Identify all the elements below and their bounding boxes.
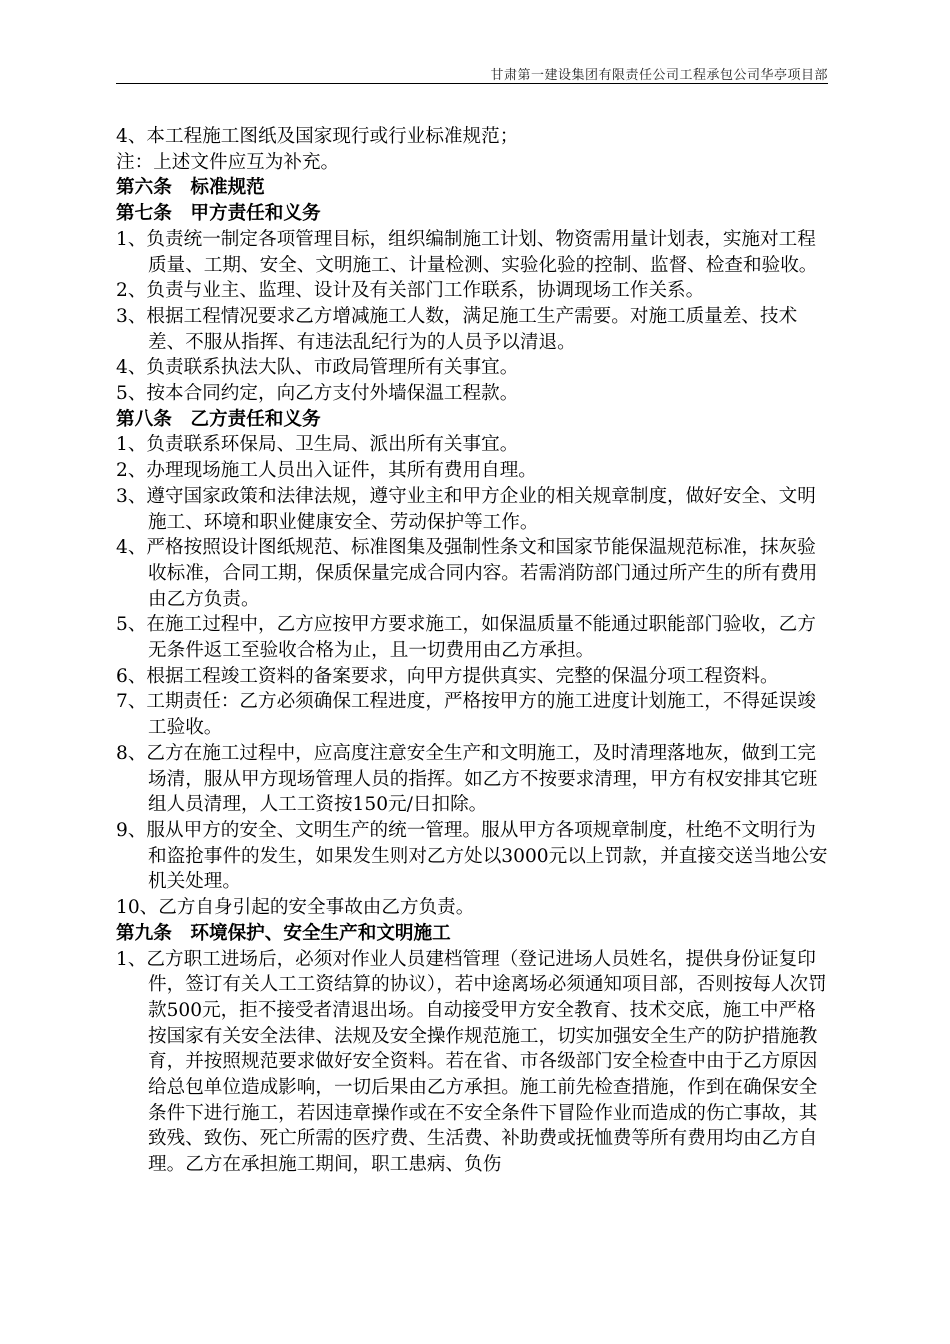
article-8-heading: 第八条 乙方责任和义务 <box>116 408 321 430</box>
article-8-item: 3、遵守国家政策和法律法规，遵守业主和甲方企业的相关规章制度，做好安全、文明施工、环境和职业健康安全、劳动保护等工作。 <box>116 485 816 533</box>
article-8-item: 1、负责联系环保局、卫生局、派出所有关事宜。 <box>116 434 519 456</box>
article-7-item: 2、负责与业主、监理、设计及有关部门工作联系，协调现场工作关系。 <box>116 280 705 302</box>
article-8-item: 10、乙方自身引起的安全事故由乙方负责。 <box>116 897 475 919</box>
article-8-item: 6、根据工程竣工资料的备案要求，向甲方提供真实、完整的保温分项工程资料。 <box>116 665 779 687</box>
document-body <box>116 124 828 1178</box>
article-7-item: 4、负责联系执法大队、市政局管理所有关事宜。 <box>116 357 519 379</box>
article-7-item: 3、根据工程情况要求乙方增减施工人数，满足施工生产需要。对施工质量差、技术差、不服从指挥、有违法乱纪行为的人员予以清退。 <box>116 305 798 353</box>
article-8-item: 2、办理现场施工人员出入证件，其所有费用自理。 <box>116 460 537 482</box>
article-8-item: 8、乙方在施工过程中，应高度注意安全生产和文明施工，及时清理落地灰，做到工完场清，服从甲方现场管理人员的指挥。如乙方不按要求清理，甲方有权安排其它班组人员清理，人工工资按150元/日扣除。 <box>116 742 818 816</box>
header-rule <box>116 83 828 84</box>
article-9-item: 1、乙方职工进场后，必须对作业人员建档管理（登记进场人员姓名，提供身份证复印件，签订有关人工工资结算的协议），若中途离场必须通知项目部，否则按每人次罚款500元，拒不接受者清退出场。自动接受甲方安全教育、技术交底，施工中严格按国家有关安全法律、法规及安全操作规范施工，切实加强安全生产的防护措施教育，并按照规范要求做好安全资料。若在省、市各级部门安全检查中由于乙方原因给总包单位造成影响，一切后果由乙方承担。施工前先检查措施，作到在确保安全条件下进行施工，若因违章操作或在不安全条件下冒险作业而造成的伤亡事故，其致残、致伤、死亡所需的医疗费、生活费、补助费或抚恤费等所有费用均由乙方自理。乙方在承担施工期间，职工患病、负伤 <box>116 948 827 1176</box>
article-8-item: 4、严格按照设计图纸规范、标准图集及强制性条文和国家节能保温规范标准，抹灰验收标准，合同工期，保质保量完成合同内容。若需消防部门通过所产生的所有费用由乙方负责。 <box>116 537 818 610</box>
article-7-item: 5、按本合同约定，向乙方支付外墙保温工程款。 <box>116 383 519 405</box>
article-8-item: 9、服从甲方的安全、文明生产的统一管理。服从甲方各项规章制度，杜绝不文明行为和盗抢事件的发生，如果发生则对乙方处以3000元以上罚款，并直接交送当地公安机关处理。 <box>116 819 828 893</box>
intro-line: 4、本工程施工图纸及国家现行或行业标准规范； <box>116 126 519 147</box>
article-7-item: 1、负责统一制定各项管理目标，组织编制施工计划、物资需用量计划表，实施对工程质量、工期、安全、文明施工、计量检测、实验化验的控制、监督、检查和验收。 <box>116 228 818 276</box>
article-8-item: 5、在施工过程中，乙方应按甲方要求施工，如保温质量不能通过职能部门验收，乙方无条件返工至验收合格为止，且一切费用由乙方承担。 <box>116 614 816 662</box>
intro-note: 注：上述文件应互为补充。 <box>116 151 340 173</box>
page-header: 甘肃第一建设集团有限责任公司工程承包公司华亭项目部 <box>490 68 828 83</box>
article-6-heading: 第六条 标准规范 <box>116 177 265 199</box>
article-9-heading: 第九条 环境保护、安全生产和文明施工 <box>116 922 451 944</box>
article-7-heading: 第七条 甲方责任和义务 <box>116 203 321 225</box>
article-8-item: 7、工期责任：乙方必须确保工程进度，严格按甲方的施工进度计划施工，不得延误竣工验收。 <box>116 691 816 739</box>
